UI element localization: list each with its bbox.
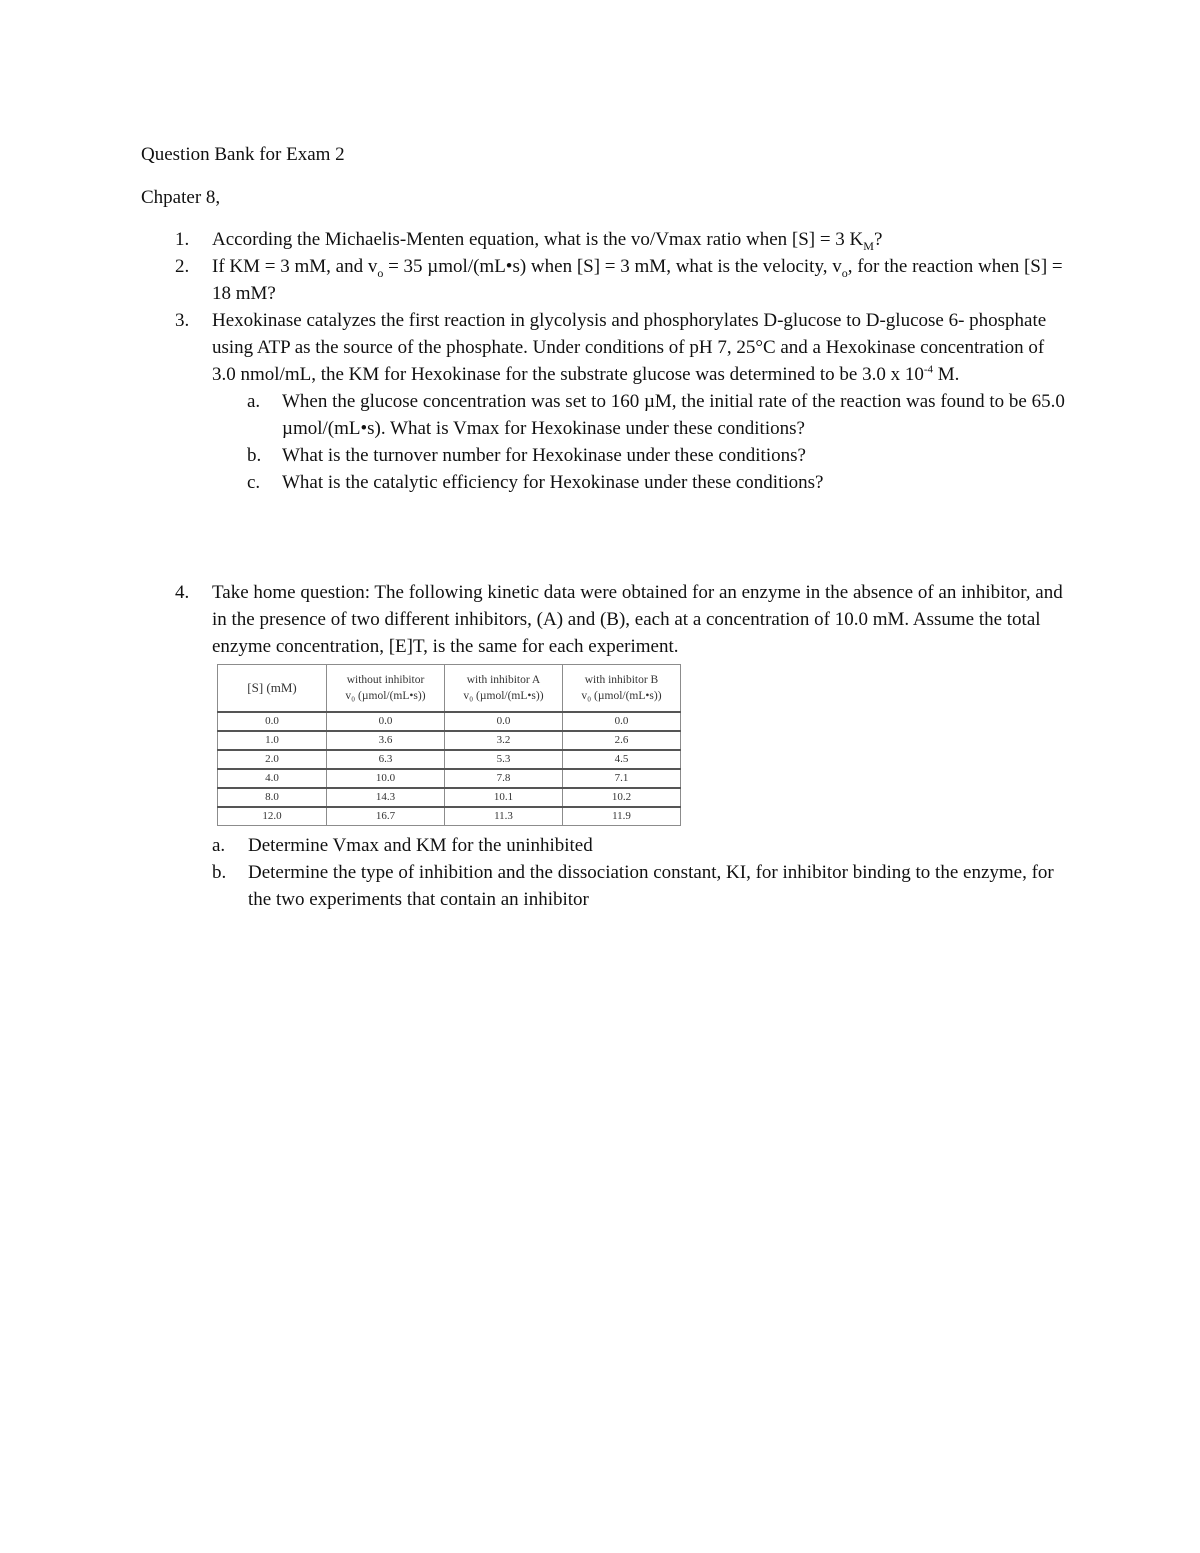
question-2: 2. If KM = 3 mM, and $v_o = 35$ µmol/(mL•s) when [S] = 3 mM, what is the velocity, $v_o$, for the reaction when [S] = 18 mM? [141, 253, 1071, 307]
question-4b: b. Determine the type of inhibition and the dissociation constant, KI, for inhibitor binding to the enzyme, for the two experiments that contain an inhibitor [212, 862, 1054, 910]
column-header: without inhibitor v₀ (µmol/(mL•s)) [327, 665, 445, 713]
question-number: 3. [175, 310, 190, 331]
table-cell: 5.3 [445, 750, 563, 769]
chapter-heading: Chpater 8, [141, 187, 221, 208]
question-list [141, 226, 1071, 496]
subquestion-text: What is the turnover number for Hexokinase under these conditions? [282, 445, 806, 466]
question-text: Hexokinase catalyzes the first reaction in glycolysis and phosphorylates D-glucose to D-glucose 6- phosphate using ATP as the source of the phosphate. Under conditions of pH 7, 25°C and a Hexokinase concentration of 3.0 nmol/mL, the KM for Hexokinase for the substrate glucose was determined to be 3.0 x 10 [212, 310, 1047, 385]
table-cell: 0.0 [563, 712, 681, 731]
table-cell: 0.0 [445, 712, 563, 731]
exponent: -4 [923, 363, 933, 376]
table-cell: 3.6 [327, 731, 445, 750]
column-header: with inhibitor B v₀ (µmol/(mL•s)) [563, 665, 681, 713]
question-text: Take home question: The following kinetic data were obtained for an enzyme in the absence of an inhibitor, and in the presence of two different inhibitors, (A) and (B), each at a concentration of 10.0 mM. Assume the total enzyme concentration, [E]T, is the same for each experiment. [212, 582, 1063, 657]
question-number: 4. [175, 582, 190, 603]
table-row [218, 750, 681, 769]
kinetic-data-table-wrapper [217, 664, 681, 826]
subquestion-text: Determine Vmax and KM for the uninhibited [248, 835, 593, 856]
table-cell: 10.1 [445, 788, 563, 807]
table-cell: 4.0 [218, 769, 327, 788]
question-4a: a. Determine Vmax and KM for the uninhibited [212, 835, 593, 856]
table-cell: 3.2 [445, 731, 563, 750]
table-row [218, 807, 681, 826]
table-row [218, 788, 681, 807]
table-cell: 2.6 [563, 731, 681, 750]
table-cell: 11.3 [445, 807, 563, 826]
question-number: 2. [175, 256, 190, 277]
table-cell: 1.0 [218, 731, 327, 750]
question-4 [141, 579, 1071, 660]
subquestion-text: Determine the type of inhibition and the dissociation constant, KI, for inhibitor binding to the enzyme, for the two experiments that contain an inhibitor [248, 862, 1054, 910]
table-cell: 6.3 [327, 750, 445, 769]
table-cell: 11.9 [563, 807, 681, 826]
table-cell: 0.0 [327, 712, 445, 731]
column-header: [S] (mM) [218, 665, 327, 713]
question-text: According the Michaelis-Menten equation, what is the vo/Vmax ratio when [S] = 3 K [212, 229, 864, 250]
question-4-subquestions [141, 832, 1071, 913]
table-cell: 0.0 [218, 712, 327, 731]
document-title: Question Bank for Exam 2 [141, 144, 345, 165]
question-3a: a. When the glucose concentration was set to 160 µM, the initial rate of the reaction was found to be 65.0 µmol/(mL•s). What is Vmax for Hexokinase under these conditions? [247, 391, 1065, 439]
table-cell: 12.0 [218, 807, 327, 826]
table-cell: 4.5 [563, 750, 681, 769]
table-cell: 10.0 [327, 769, 445, 788]
question-text: If KM = 3 mM, and v [212, 256, 378, 277]
table-row [218, 769, 681, 788]
subquestion-text: When the glucose concentration was set to 160 µM, the initial rate of the reaction was found to be 65.0 µmol/(mL•s). What is Vmax for Hexokinase under these conditions? [282, 391, 1065, 439]
table-cell: 10.2 [563, 788, 681, 807]
question-3b: b. What is the turnover number for Hexokinase under these conditions? [247, 445, 806, 466]
question-3: 3. Hexokinase catalyzes the first reaction in glycolysis and phosphorylates D-glucose to D-glucose 6- phosphate using ATP as the source of the phosphate. Under conditions of pH 7, 25°C and a Hexokinase concentration of 3.0 nmol/mL, the KM for Hexokinase for the substrate glucose was determined to be 3.0 x $10^{-4}$ M. [141, 307, 1071, 388]
table-cell: 7.1 [563, 769, 681, 788]
table-cell: 14.3 [327, 788, 445, 807]
table-header-row [218, 665, 681, 713]
km-subscript: M [863, 238, 874, 253]
table-row [218, 731, 681, 750]
question-4-block [141, 579, 1071, 660]
subquestion-text: What is the catalytic efficiency for Hexokinase under these conditions? [282, 472, 824, 493]
question-number: 1. [175, 229, 190, 250]
question-3c: c. What is the catalytic efficiency for Hexokinase under these conditions? [247, 472, 824, 493]
column-header: with inhibitor A v₀ (µmol/(mL•s)) [445, 665, 563, 713]
kinetic-data-table [217, 664, 681, 826]
question-1: 1. According the Michaelis-Menten equation, what is the vo/Vmax ratio when [S] = 3 $K_M$? [141, 226, 1071, 253]
table-cell: 8.0 [218, 788, 327, 807]
table-cell: 16.7 [327, 807, 445, 826]
table-row [218, 712, 681, 731]
table-cell: 2.0 [218, 750, 327, 769]
table-cell: 7.8 [445, 769, 563, 788]
